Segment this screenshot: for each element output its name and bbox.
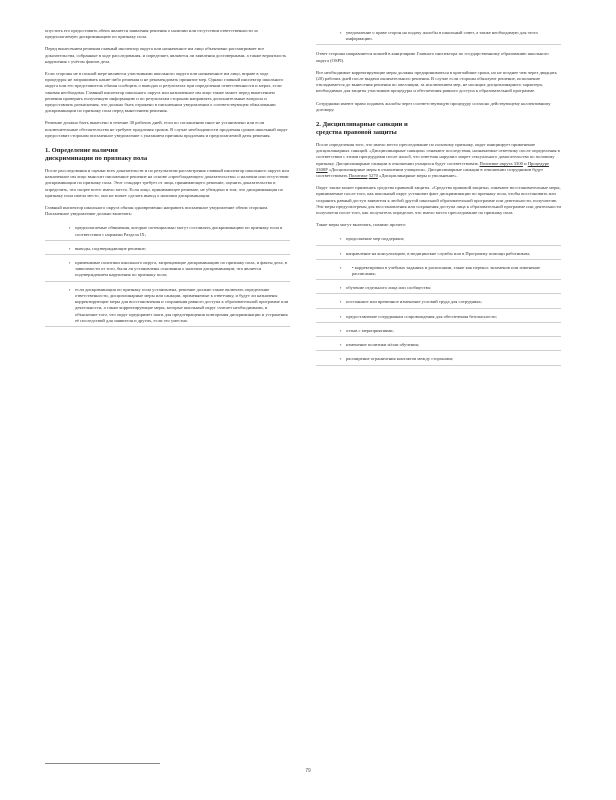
section-heading-determination <box>45 147 290 163</box>
heading-line: 2. Дисциплинарные санкции и <box>316 121 408 129</box>
paragraph: Сотрудники имеют право подавать жалобы через соответствующую процедуру согласно действующему коллективному договору. <box>316 100 551 112</box>
continued-list <box>316 28 561 45</box>
paragraph: Главный инспектор школьного округа обязан одновременно направить письменное уведомление обеим сторонам. Письменное уведомление должно включать: <box>45 205 269 217</box>
right-column <box>316 28 561 372</box>
paragraph-with-links: После определения того, что имело место преследование по половому признаку, округ инициирует применение дисциплинарных санкций. «Дисциплинарные санкции» означают последствия, назначаемые ответчику после определения в соответствии с этими процедурами после жалоб, что ответчик нарушил запрет сексуального домогательства по половому признаку. Дисциплинарные санкции в отношении учащихся будут соответствовать Политике округа 3300 и Процедуре 3300P «Дисциплинарные меры в отношении учащихся». Дисциплинарные санкции в отношении сотрудников будут соответствовать Политике 5270 «Дисциплинарные меры и увольнение». <box>316 142 560 179</box>
footer-rule <box>45 763 160 764</box>
list-item: ▪ уведомление о праве сторон на подачу жалобы в школьный совет, а также необходимую для этого информацию. <box>316 28 561 45</box>
paragraph: Ответ стороны направляется копией в канцелярию Главного инспектора по государственному образованию школьного округа (OSPI). <box>316 51 549 63</box>
paragraph: Перед вынесением решения главный инспектор округа или назначенное им лицо объективно рассматривает все доказательства, собранные в ходе расследования, и определяет, являются ли заявления достоверными, а также вероятность нарушения с учётом фактов дела. <box>45 46 287 64</box>
bullet-icon: ▪ <box>340 342 342 348</box>
list-item: ▪ предполагаемые обвинения, которые потенциально могут составлять дискриминацию по признаку пола в соответствии с нормами Раздела IX; <box>45 223 290 240</box>
heading-line: дискриминации по признаку пола <box>45 155 148 163</box>
list-item: ▪ расширение ограничения контактов между сторонами; <box>316 354 561 365</box>
bullet-icon: ▪ <box>340 299 342 305</box>
left-column <box>45 28 290 333</box>
procedure-3300p-link[interactable]: Процедуре 3300P <box>316 160 550 172</box>
page-number: 79 <box>305 768 311 774</box>
paragraph: Такие меры могут включать, помимо прочего: <box>316 222 407 228</box>
list-item: ▪ отзыв с мероприятиями; <box>316 326 561 337</box>
bullet-icon: ▪ <box>340 327 342 333</box>
list-item: ▪ направление на консультацию, в медицинские службы или в Программу помощи работникам; <box>316 249 561 260</box>
heading-line: 1. Определение наличия <box>45 147 118 155</box>
policy-link[interactable]: Политике <box>348 173 368 179</box>
heading-line: средства правовой защиты <box>316 129 397 137</box>
list-item: ▪ предоставление сотрудникам сопровождения для обеспечения безопасности; <box>316 312 561 323</box>
bullet-icon: ▪ <box>340 236 342 242</box>
list-item: ▪ изменение политики и/или обучения; <box>316 340 561 351</box>
section-heading-sanctions <box>316 121 561 137</box>
bullet-icon: ▪ <box>340 250 342 256</box>
list-item: ▪ • корректировки в учебных заданиях и расписании, такие как перенос экзаменов или изменение расписания; <box>316 263 561 280</box>
list-item: ▪ если дискриминация по признаку пола установлена, решение должно также включать определение ответственности, дисциплинарные меры или санкции, применяемые к ответчику, и будут ли назначены корректирующие меры для восстановления и сохранения равного доступа к образовательной программе или деятельности, а также корректирующие меры, которые школьный округ считает необходимыми, и объяснение того, что округ предпримет шаги для предотвращения повторения дискриминации и устранения её последствий для заявителя и других, если это уместно. <box>45 285 290 327</box>
paragraph: Решение должно быть вынесено в течение 30 рабочих дней, если по соглашению иное не установлено или если исключительные обстоятельства не требуют продления сроков. В случае необходимости продления сроков школьный округ предоставит сторонам письменное уведомление с указанием причины продления и предполагаемой даты решения. <box>45 120 288 138</box>
list-item: ▪ постоянное или временное изменение условий труда для сотрудника; <box>316 297 561 308</box>
bullet-icon: ▪ <box>340 356 342 362</box>
paragraph: Если стороны не в полной мере являются участниками школьного округа или назначенное им лицо, вправе в ходе процедуры не запрашивать какие-либо решения и не рекомендовать принятие мер. Однако главный инспектор школьного округа или его представитель обязан сообщить о выводах и результатах при определении ответственности и мерах, если таковая необходима. Главный инспектор школьного округа или назначенное им лицо также может перед вынесением решения проверять полученную информацию и по результатам сторонам направлять дополнительные вопросы и предоставлять разъяснения, что должно быть отражено в письменном уведомлении о соответствующем обжаловании дискриминации по признаку пола перед вынесением решения. <box>45 71 284 114</box>
list-item: ▪ обучение отдельного лица или сообщества; <box>316 283 561 294</box>
policy-3300-link[interactable]: Политике округа 3300 <box>479 160 523 166</box>
bullet-icon: ▪ <box>340 264 342 270</box>
paragraph: После расследования и оценки всех доказательств и по результатам рассмотрения главный инспектор школьного округа или назначенное им лицо выносит письменное решение на основе «преобладающего доказательства» о наличии или отсутствии дискриминации по признаку пола. Этот стандарт требует от лица, принимающего решение, оценить доказательства и определить, что скорее всего имело место. Если лицо, принимающее решение, не убеждено в том, что дискриминация по признаку пола имела место, оно не может сделать вывод о наличии дискриминации. <box>45 168 289 198</box>
bullet-icon: ▪ <box>69 286 71 292</box>
bullet-icon: ▪ <box>340 313 342 319</box>
list-item: ▪ выводы, подтверждающие решение; <box>45 244 290 255</box>
paragraph: опустить его предоставить обеих является заявления решения о наличии или отсутствии ответственности за предполагаемую дискриминацию по признаку пола. <box>45 28 258 40</box>
paragraph: Округ также может применять средства правовой защиты. «Средства правовой защиты» означают восстановительные меры, принимаемые после того, как школьный округ установит факт дискриминации по признаку пола, чтобы восстановить или сохранить равный доступ заявителя к любой другой школьной образовательной программе или деятельности, получателю. Эти меры предусмотрены для восстановления или сохранения доступа лица к образовательной программе или деятельности получателя после того, как получатель определит, что имело место преследование по признаку пола. <box>316 185 561 216</box>
list-item: ▪ применимые политики школьного округа, запрещающие дискриминацию по признаку пола, и факты дела, в зависимости от того, были ли установлены основания о наличии дискриминации, что является подтверждением нарушения по признаку пола; <box>45 258 290 282</box>
notice-contents-list <box>45 223 290 326</box>
bullet-icon: ▪ <box>69 225 71 231</box>
bullet-icon: ▪ <box>69 245 71 251</box>
bullet-icon: ▪ <box>340 30 342 35</box>
bullet-icon: ▪ <box>69 260 71 266</box>
remedies-list <box>316 234 561 365</box>
list-item: ▪ продолжение мер поддержки; <box>316 234 561 245</box>
bullet-icon: ▪ <box>340 285 342 291</box>
paragraph: Все необходимые корректирующие меры должны предприниматься в кратчайшие сроки, но не позднее чем через двадцать (20) рабочих дней после выдачи окончательного решения. В случае если стороны обжалуют решение, исполнение откладывается до вынесения решения по апелляции, за исключением мер, не носящих дисциплинарного характера, необходимых для защиты участников процедуры и обеспечения равного доступа к образовательной программе. <box>316 69 557 94</box>
policy-5270-link[interactable]: 5270 <box>368 173 378 179</box>
